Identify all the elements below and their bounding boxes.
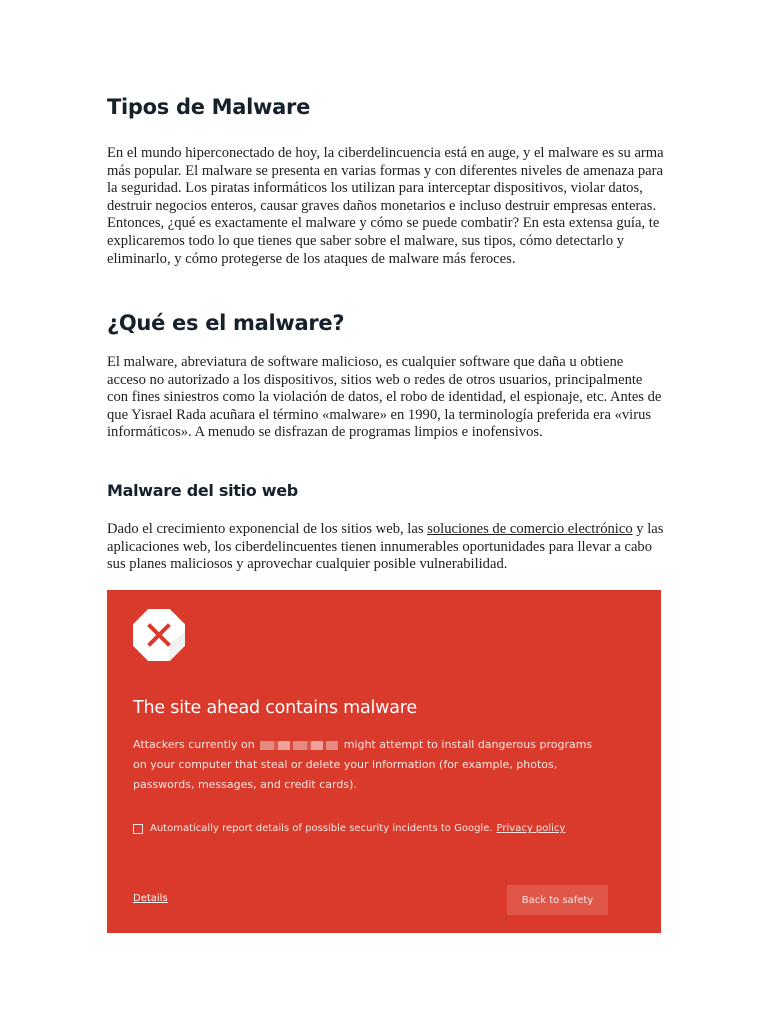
ecommerce-solutions-link[interactable]: soluciones de comercio electrónico (427, 521, 633, 537)
redacted-site-name (260, 741, 338, 750)
paragraph-website-malware (107, 521, 665, 574)
warning-message-before: Attackers currently on (133, 738, 255, 751)
details-link[interactable]: Details (133, 893, 168, 904)
privacy-policy-link[interactable]: Privacy policy (496, 823, 566, 834)
heading-malware-del-sitio-web: Malware del sitio web (107, 481, 298, 500)
paragraph-definition: El malware, abreviatura de software malicioso, es cualquier software que daña u obtiene acceso no autorizado a los dispositivos, sitios web o redes de otros usuarios, principalmente con fines siniestros como la violación de datos, el robo de identidad, el espionaje, etc. Antes de que Yisrael Rada acuñara el término «malware» en 1990, la terminología preferida era «virus informáticos». A menudo se disfrazan de programas limpios e inofensivos. (107, 354, 662, 441)
report-checkbox[interactable] (133, 824, 143, 834)
malware-warning-screenshot (107, 590, 661, 933)
paragraph-text-after: y las aplicaciones web, los ciberdelincuentes tienen innumerables oportunidades para llevar a cabo sus planes maliciosos y aprovechar cualquier posible vulnerabilidad. (107, 521, 664, 573)
stop-x-icon (133, 609, 185, 661)
heading-que-es-el-malware: ¿Qué es el malware? (107, 311, 345, 335)
warning-message-after: might attempt to install dangerous programs on your computer that steal or delete your information (for example, photos, passwords, messages, and credit cards). (133, 738, 593, 791)
paragraph-text-before: Dado el crecimiento exponencial de los sitios web, las (107, 521, 428, 537)
report-checkbox-row (133, 823, 565, 834)
warning-title: The site ahead contains malware (133, 698, 417, 718)
back-to-safety-button[interactable]: Back to safety (507, 885, 608, 915)
report-checkbox-label: Automatically report details of possible security incidents to Google. (150, 823, 493, 834)
heading-tipos-de-malware: Tipos de Malware (107, 95, 311, 119)
warning-message (133, 735, 603, 795)
paragraph-intro: En el mundo hiperconectado de hoy, la ciberdelincuencia está en auge, y el malware es su arma más popular. El malware se presenta en varias formas y con diferentes niveles de amenaza para la seguridad. Los piratas informáticos los utilizan para interceptar dispositivos, violar datos, destruir negocios enteros, causar graves daños monetarios e incluso destruir empresas enteras. Entonces, ¿qué es exactamente el malware y cómo se puede combatir? En esta extensa guía, te explicaremos todo lo que tienes que saber sobre el malware, sus tipos, cómo detectarlo y eliminarlo, y cómo protegerse de los ataques de malware más feroces. (107, 145, 664, 267)
